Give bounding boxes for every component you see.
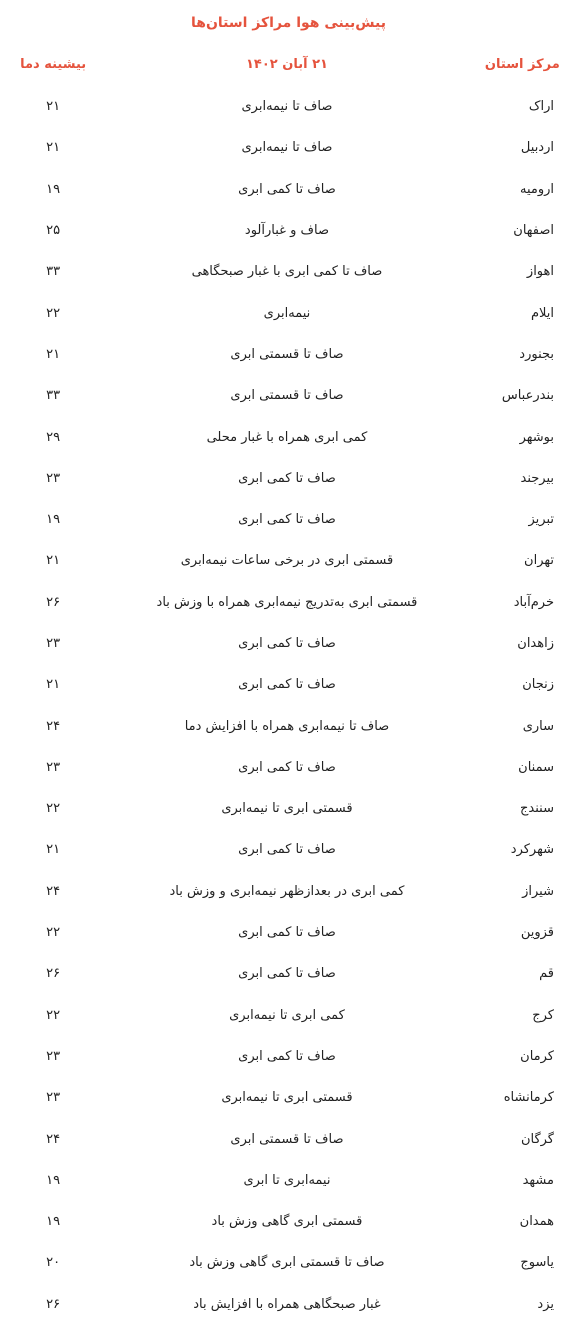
table-row (0, 334, 577, 375)
forecast-cell: کمی ابری همراه با غبار محلی (206, 429, 368, 445)
forecast-cell: نیمه‌ابری تا ابری (243, 1172, 331, 1188)
table-row (0, 705, 577, 746)
table-row (0, 995, 577, 1036)
table-row (0, 871, 577, 912)
city-cell: سمنان (518, 759, 554, 775)
max-temp-cell: ۲۴ (46, 718, 61, 734)
city-cell: تهران (524, 553, 554, 569)
forecast-cell: صاف تا کمی ابری (238, 925, 336, 941)
city-cell: بندرعباس (501, 388, 554, 404)
table-row (0, 210, 577, 251)
table-row (0, 623, 577, 664)
forecast-cell: صاف تا کمی ابری با غبار صبحگاهی (191, 264, 383, 280)
max-temp-cell: ۲۱ (46, 553, 61, 569)
forecast-cell: صاف تا نیمه‌ابری (241, 140, 333, 156)
table-row (0, 251, 577, 292)
city-cell: اراک (528, 99, 554, 115)
forecast-cell: صاف و غبارآلود (244, 223, 329, 239)
header-city: مرکز استان (484, 56, 560, 72)
table-header-row (0, 42, 577, 86)
max-temp-cell: ۲۴ (46, 1131, 61, 1147)
city-cell: سنندج (520, 801, 554, 817)
max-temp-cell: ۲۶ (46, 594, 61, 610)
city-cell: قم (539, 966, 554, 982)
max-temp-cell: ۳۳ (46, 388, 61, 404)
max-temp-cell: ۲۵ (46, 223, 61, 239)
table-row (0, 127, 577, 168)
city-cell: اردبیل (520, 140, 554, 156)
table-row (0, 747, 577, 788)
forecast-cell: صاف تا کمی ابری (238, 677, 336, 693)
table-row (0, 829, 577, 870)
city-cell: کرمان (520, 1048, 554, 1064)
table-row (0, 582, 577, 623)
max-temp-cell: ۱۹ (46, 1172, 61, 1188)
max-temp-cell: ۲۳ (46, 636, 61, 651)
table-row (0, 912, 577, 953)
table-row (0, 1242, 577, 1283)
forecast-cell: قسمتی ابری گاهی وزش باد (211, 1214, 363, 1230)
table-row (0, 664, 577, 705)
forecast-cell: صاف تا کمی ابری (238, 1048, 336, 1064)
city-cell: ارومیه (519, 181, 554, 197)
city-cell: زاهدان (517, 636, 554, 651)
table-row (0, 953, 577, 994)
table-row (0, 499, 577, 540)
max-temp-cell: ۲۲ (46, 305, 61, 321)
forecast-table (0, 42, 577, 1325)
city-cell: یزد (537, 1296, 554, 1312)
table-row (0, 1077, 577, 1118)
table-row (0, 292, 577, 333)
table-body (0, 86, 577, 1325)
forecast-cell: صاف تا کمی ابری (238, 512, 336, 528)
table-row (0, 1118, 577, 1159)
max-temp-cell: ۲۳ (46, 1048, 61, 1064)
forecast-cell: قسمتی ابری تا نیمه‌ابری (221, 801, 353, 817)
table-row (0, 86, 577, 127)
table-row (0, 375, 577, 416)
max-temp-cell: ۱۹ (46, 1214, 61, 1230)
city-cell: بوشهر (519, 429, 554, 445)
max-temp-cell: ۲۳ (46, 759, 61, 775)
city-cell: کرمانشاه (503, 1090, 554, 1106)
table-row (0, 416, 577, 457)
max-temp-cell: ۱۹ (46, 512, 61, 528)
max-temp-cell: ۲۱ (46, 677, 61, 693)
table-row (0, 458, 577, 499)
city-cell: همدان (519, 1214, 554, 1230)
city-cell: اصفهان (513, 223, 554, 239)
city-cell: خرم‌آباد (513, 594, 554, 610)
city-cell: گرگان (520, 1131, 554, 1147)
forecast-cell: صاف تا کمی ابری (238, 966, 336, 982)
forecast-cell: صاف تا کمی ابری (238, 636, 336, 651)
max-temp-cell: ۲۱ (46, 140, 61, 156)
header-max-temp: بیشینه دما (20, 56, 87, 72)
city-cell: اهواز (526, 264, 554, 280)
max-temp-cell: ۲۹ (46, 429, 61, 445)
forecast-cell: کمی ابری تا نیمه‌ابری (229, 1007, 345, 1023)
max-temp-cell: ۲۳ (46, 470, 61, 486)
table-row (0, 788, 577, 829)
forecast-cell: صاف تا کمی ابری (238, 470, 336, 486)
city-cell: شهرکرد (510, 842, 554, 858)
forecast-cell: قسمتی ابری در برخی ساعات نیمه‌ابری (180, 553, 394, 569)
city-cell: قزوین (520, 925, 554, 941)
city-cell: بیرجند (520, 470, 554, 486)
city-cell: یاسوج (520, 1255, 554, 1271)
max-temp-cell: ۲۲ (46, 1007, 61, 1023)
max-temp-cell: ۳۳ (46, 264, 61, 280)
forecast-cell: نیمه‌ابری (263, 305, 311, 321)
max-temp-cell: ۲۱ (46, 346, 61, 362)
forecast-cell: صاف تا کمی ابری (238, 842, 336, 858)
forecast-cell: صاف تا کمی ابری (238, 759, 336, 775)
forecast-cell: غبار صبحگاهی همراه با افزایش باد (193, 1296, 381, 1312)
forecast-cell: صاف تا قسمتی ابری (230, 388, 344, 404)
forecast-cell: قسمتی ابری تا نیمه‌ابری (221, 1090, 353, 1106)
table-row (0, 1036, 577, 1077)
forecast-cell: صاف تا کمی ابری (238, 181, 336, 197)
forecast-cell: کمی ابری در بعدازظهر نیمه‌ابری و وزش باد (169, 883, 405, 899)
forecast-cell: صاف تا نیمه‌ابری (241, 99, 333, 115)
table-row (0, 1201, 577, 1242)
table-row (0, 169, 577, 210)
table-row (0, 540, 577, 581)
forecast-cell: صاف تا قسمتی ابری (230, 1131, 344, 1147)
max-temp-cell: ۲۶ (46, 1296, 61, 1312)
city-cell: ایلام (530, 305, 554, 321)
forecast-cell: قسمتی ابری به‌تدریج نیمه‌ابری همراه با وزش باد (156, 594, 418, 610)
city-cell: زنجان (522, 677, 554, 693)
max-temp-cell: ۲۱ (46, 842, 61, 858)
city-cell: بجنورد (519, 346, 554, 362)
forecast-cell: صاف تا نیمه‌ابری همراه با افزایش دما (184, 718, 390, 734)
forecast-cell: صاف تا قسمتی ابری (230, 346, 344, 362)
max-temp-cell: ۱۹ (46, 181, 61, 197)
city-cell: مشهد (522, 1172, 554, 1188)
table-row (0, 1160, 577, 1201)
max-temp-cell: ۲۱ (46, 99, 61, 115)
forecast-cell: صاف تا قسمتی ابری گاهی وزش باد (189, 1255, 385, 1271)
max-temp-cell: ۲۲ (46, 801, 61, 817)
table-row (0, 1284, 577, 1325)
max-temp-cell: ۲۳ (46, 1090, 61, 1106)
city-cell: ساری (522, 718, 554, 734)
max-temp-cell: ۲۶ (46, 966, 61, 982)
city-cell: شیراز (522, 883, 554, 899)
max-temp-cell: ۲۰ (46, 1255, 61, 1271)
city-cell: کرج (532, 1007, 554, 1023)
max-temp-cell: ۲۴ (46, 883, 61, 899)
max-temp-cell: ۲۲ (46, 925, 61, 941)
header-date: ۲۱ آبان ۱۴۰۲ (245, 56, 328, 72)
page-title: پیش‌بینی هوا مراکز استان‌ها (191, 15, 386, 31)
city-cell: تبریز (528, 512, 554, 528)
